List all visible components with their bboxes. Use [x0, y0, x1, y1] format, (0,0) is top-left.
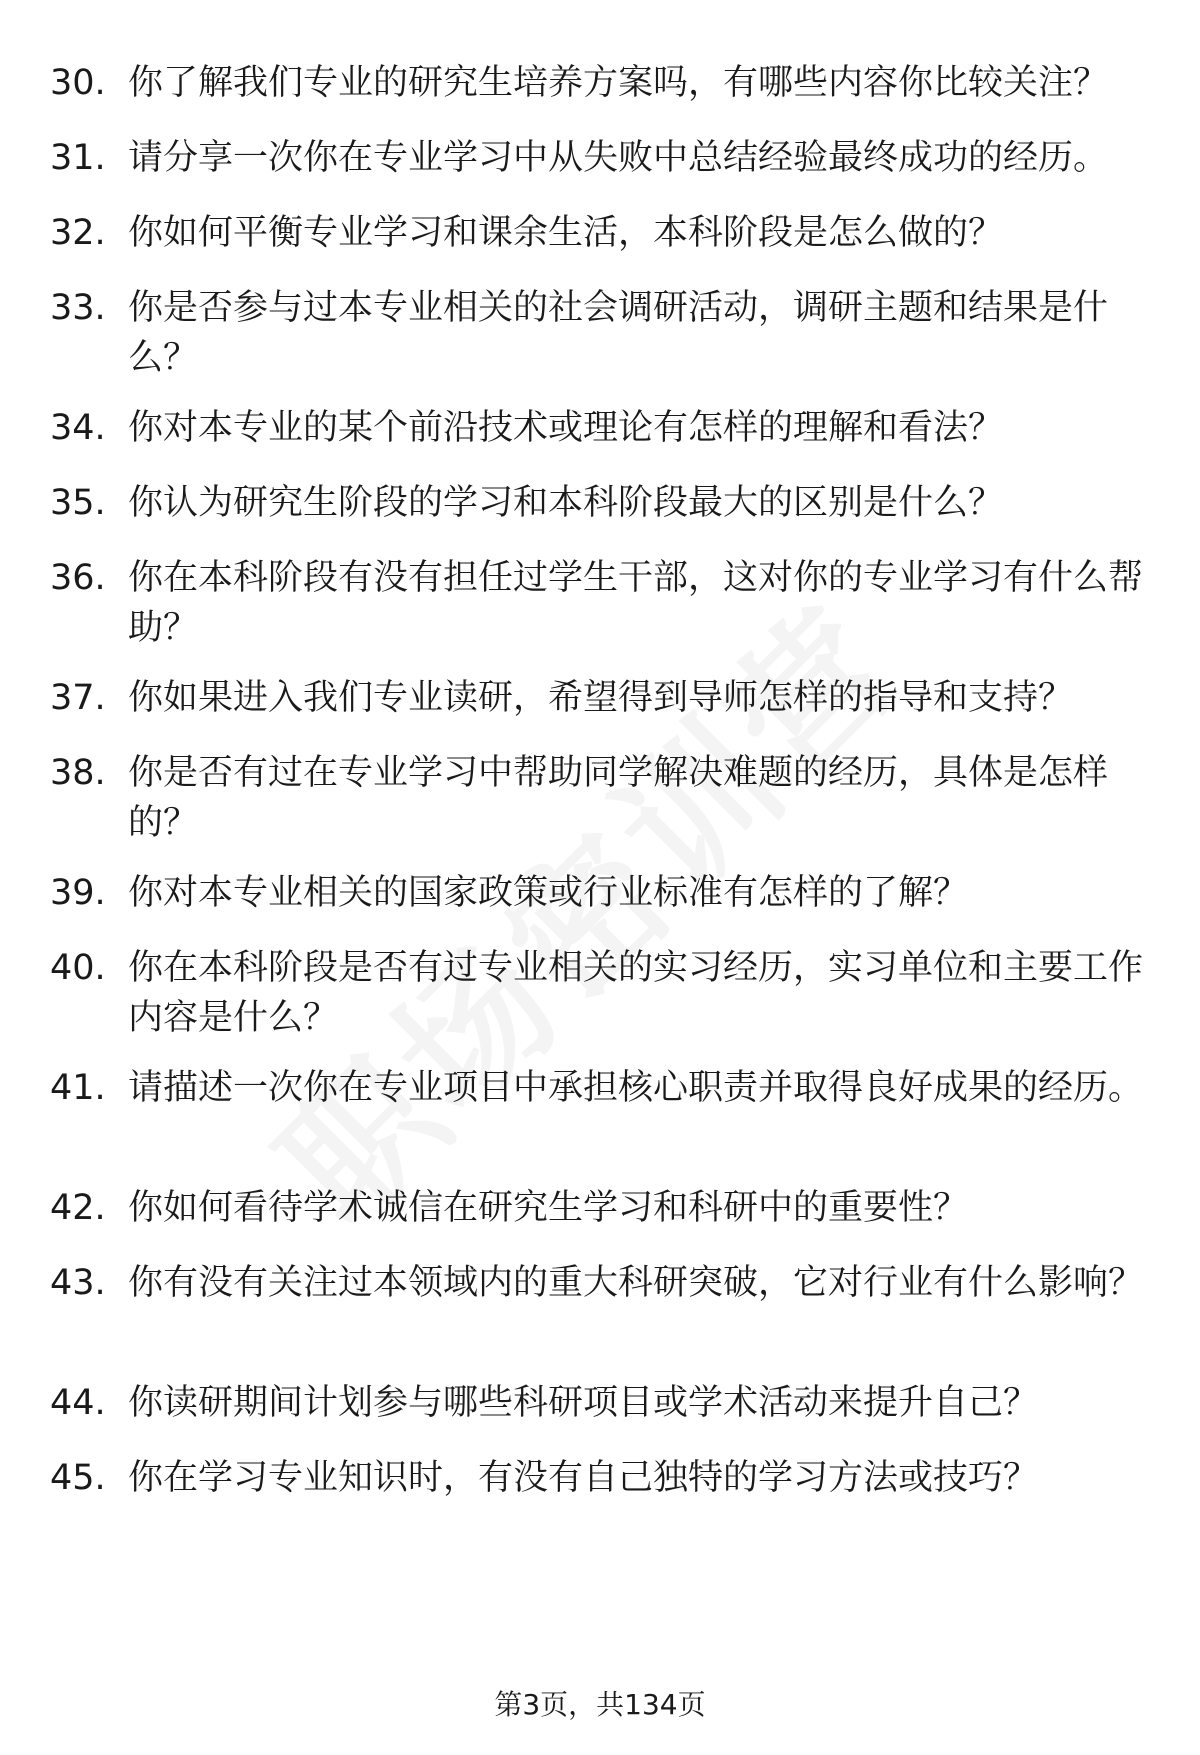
question-text: 请描述一次你在专业项目中承担核心职责并取得良好成果的经历。	[128, 1068, 1144, 1108]
question-item	[50, 868, 1160, 918]
question-item	[50, 1378, 1160, 1428]
question-text: 你对本专业的某个前沿技术或理论有怎样的理解和看法？	[128, 408, 1004, 448]
question-item	[50, 673, 1160, 723]
question-item	[50, 283, 1160, 383]
question-item	[50, 1063, 1160, 1113]
question-text: 你是否参与过本专业相关的社会调研活动，调研主题和结果是什么？	[128, 288, 1109, 378]
question-number: 41.	[50, 1068, 106, 1108]
question-text: 你对本专业相关的国家政策或行业标准有怎样的了解？	[128, 873, 969, 913]
question-text: 你如何平衡专业学习和课余生活，本科阶段是怎么做的？	[128, 213, 1004, 253]
question-item	[50, 553, 1160, 653]
question-text: 你认为研究生阶段的学习和本科阶段最大的区别是什么？	[128, 483, 1004, 523]
question-number: 31.	[50, 138, 106, 178]
question-number: 39.	[50, 873, 106, 913]
page-footer: 第3页，共134页	[494, 1688, 706, 1721]
question-text: 你读研期间计划参与哪些科研项目或学术活动来提升自己？	[128, 1383, 1039, 1423]
question-text: 你如何看待学术诚信在研究生学习和科研中的重要性？	[128, 1188, 969, 1228]
question-item	[50, 1258, 1160, 1308]
question-item	[50, 208, 1160, 258]
question-text: 请分享一次你在专业学习中从失败中总结经验最终成功的经历。	[128, 138, 1109, 178]
question-number: 30.	[50, 63, 106, 103]
question-item	[50, 943, 1160, 1043]
question-number: 40.	[50, 948, 106, 988]
question-text: 你了解我们专业的研究生培养方案吗，有哪些内容你比较关注？	[128, 63, 1109, 103]
question-text: 你在本科阶段是否有过专业相关的实习经历，实习单位和主要工作内容是什么？	[128, 948, 1144, 1038]
question-number: 34.	[50, 408, 106, 448]
question-text: 你在本科阶段有没有担任过学生干部，这对你的专业学习有什么帮助？	[128, 558, 1144, 648]
question-number: 36.	[50, 558, 106, 598]
question-number: 33.	[50, 288, 106, 328]
question-number: 44.	[50, 1383, 106, 1423]
question-number: 43.	[50, 1263, 106, 1303]
question-item	[50, 1453, 1160, 1503]
question-text: 你在学习专业知识时，有没有自己独特的学习方法或技巧？	[128, 1458, 1039, 1498]
question-item	[50, 403, 1160, 453]
question-item	[50, 133, 1160, 183]
question-item	[50, 478, 1160, 528]
question-number: 37.	[50, 678, 106, 718]
question-number: 35.	[50, 483, 106, 523]
question-item	[50, 58, 1160, 108]
question-text: 你是否有过在专业学习中帮助同学解决难题的经历，具体是怎样的？	[128, 753, 1109, 843]
question-number: 38.	[50, 753, 106, 793]
question-number: 32.	[50, 213, 106, 253]
question-text: 你有没有关注过本领域内的重大科研突破，它对行业有什么影响？	[128, 1263, 1144, 1303]
question-number: 42.	[50, 1188, 106, 1228]
question-item	[50, 748, 1160, 848]
question-text: 你如果进入我们专业读研，希望得到导师怎样的指导和支持？	[128, 678, 1074, 718]
question-number: 45.	[50, 1458, 106, 1498]
question-item	[50, 1183, 1160, 1233]
